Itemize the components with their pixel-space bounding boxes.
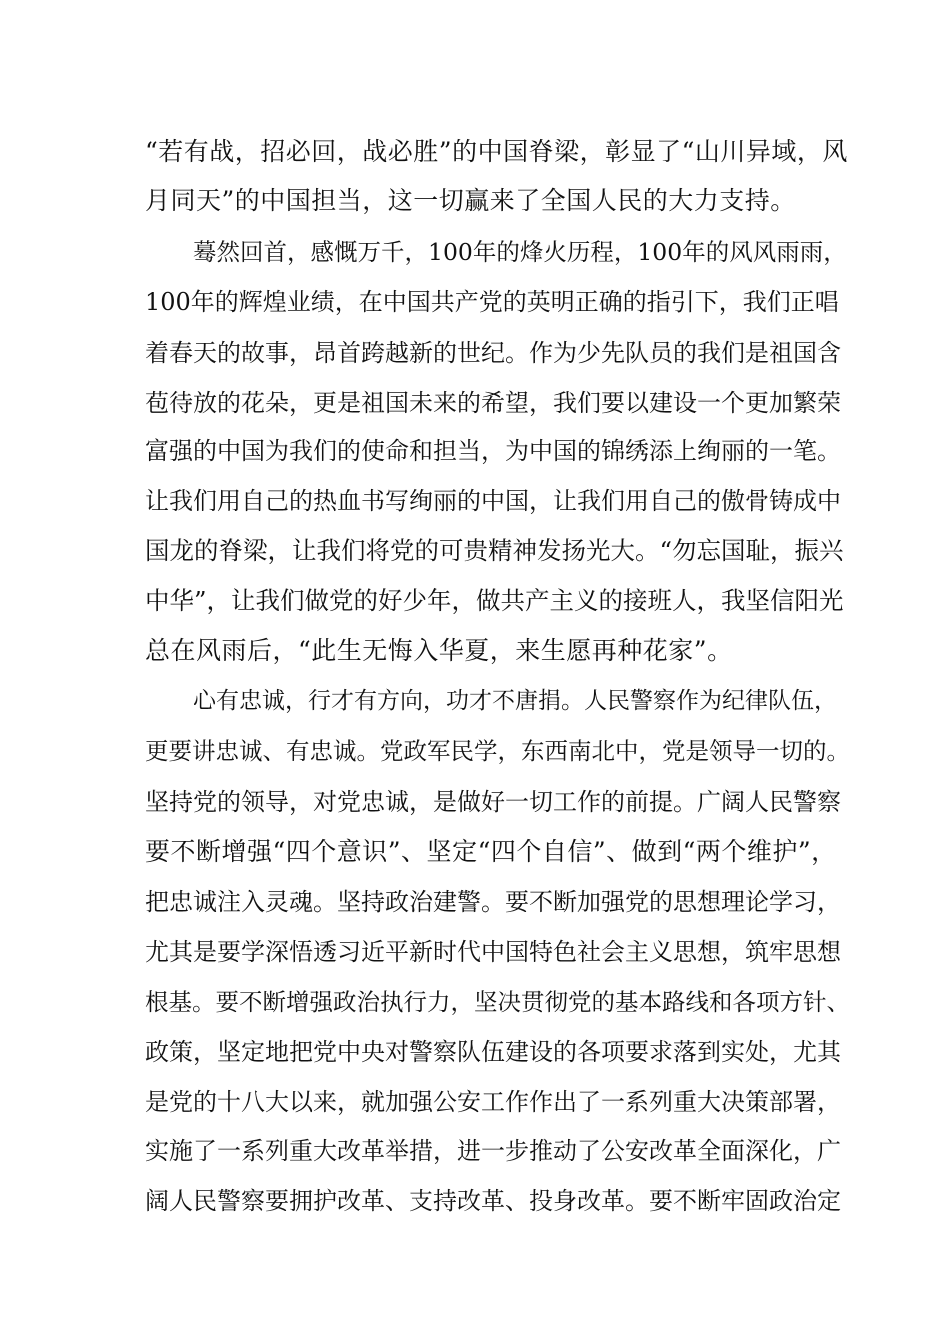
text-line: 是党的十八大以来，就加强公安工作作出了一系列重大决策部署，: [145, 1088, 841, 1116]
text-line: 尤其是要学深悟透习近平新时代中国特色社会主义思想，筑牢思想: [145, 938, 841, 966]
paragraph-start-line: 蓦然回首，感慨万千，100年的烽火历程，100年的风风雨雨，: [193, 238, 847, 266]
text-line: 更要讲忠诚、有忠诚。党政军民学，东西南北中，党是领导一切的。: [145, 737, 850, 765]
text-line: 100年的辉煌业绩，在中国共产党的英明正确的指引下，我们正唱: [145, 288, 839, 316]
text-line: 月同天”的中国担当，这一切赢来了全国人民的大力支持。: [145, 186, 796, 215]
text-line: 根基。要不断增强政治执行力，坚决贯彻党的基本路线和各项方针、: [145, 988, 850, 1016]
text-line: 阔人民警察要拥护改革、支持改革、投身改革。要不断牢固政治定: [145, 1187, 841, 1215]
text-line: 政策，坚定地把党中央对警察队伍建设的各项要求落到实处，尤其: [145, 1038, 841, 1066]
text-line: 着春天的故事，昂首跨越新的世纪。作为少先队员的我们是祖国含: [145, 339, 841, 367]
text-line: 让我们用自己的热血书写绚丽的中国，让我们用自己的傲骨铸成中: [145, 487, 841, 515]
text-line: 要不断增强“四个意识”、坚定“四个自信”、做到“两个维护”，: [145, 837, 837, 866]
text-line: 富强的中国为我们的使命和担当，为中国的锦绣添上绚丽的一笔。: [145, 437, 841, 465]
text-line: “若有战，招必回，战必胜”的中国脊梁，彰显了“山川异域，风: [145, 137, 848, 166]
text-line: 中华”，让我们做党的好少年，做共产主义的接班人，我坚信阳光: [145, 586, 844, 615]
text-line: 实施了一系列重大改革举措，进一步推动了公安改革全面深化，广: [145, 1137, 841, 1165]
text-line: 坚持党的领导，对党忠诚，是做好一切工作的前提。广阔人民警察: [145, 788, 841, 816]
paragraph-start-line: 心有忠诚，行才有方向，功才不唐捐。人民警察作为纪律队伍，: [193, 688, 837, 714]
text-line: 国龙的脊梁，让我们将党的可贵精神发扬光大。“勿忘国耻，振兴: [145, 536, 844, 565]
text-line: 总在风雨后，“此生无悔入华夏，来生愿再种花家”。: [145, 636, 733, 665]
text-line: 苞待放的花朵，更是祖国未来的希望，我们要以建设一个更加繁荣: [145, 389, 841, 417]
text-line: 把忠诚注入灵魂。坚持政治建警。要不断加强党的思想理论学习，: [145, 888, 841, 916]
